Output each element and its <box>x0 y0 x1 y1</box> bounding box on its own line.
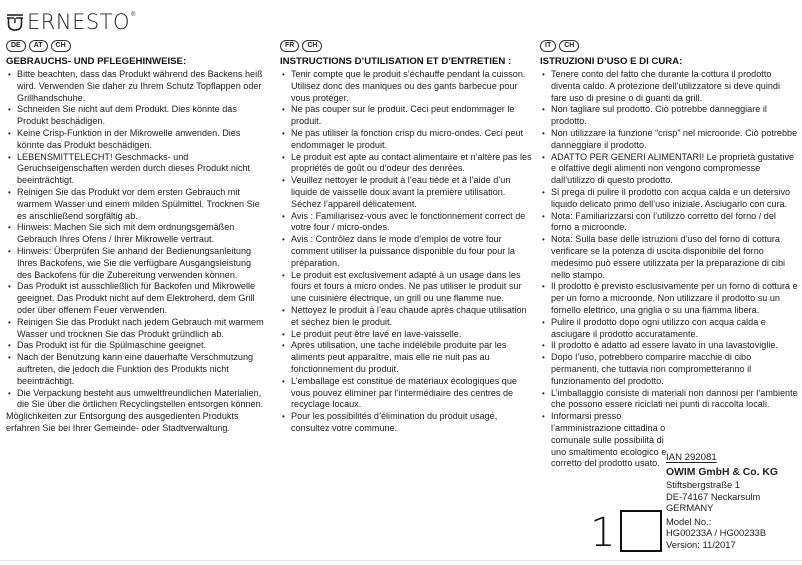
list-item: • Pour les possibilités d’élimination du produit usagé, consultez votre commune. <box>280 411 536 435</box>
model-label: Model No.: <box>666 516 712 528</box>
company-name: OWIM GmbH & Co. KG <box>666 467 778 479</box>
list-item: • Avis : Contrôlez dans le mode d’emploi de votre four comment utiliser la puissance disponible du four pour la préparation. <box>280 234 536 269</box>
list-item: • Après utilisation, une tache indélébile produite par les aliments peut apparaître, mais elle ne nuit pas au fonctionnement du produit. <box>280 340 536 375</box>
section-heading: ISTRUZIONI D’USO E DI CURA: <box>540 56 683 67</box>
list-item: • Avis : Familiarisez-vous avec le fonctionnement correct de votre four / micro-ondes. <box>280 211 536 235</box>
list-item: • Pulire il prodotto dopo ogni utilizzo con acqua calda e asciugare il prodotto accuratamente. <box>540 317 798 341</box>
list-item: • Il prodotto è previsto esclusivamente per un forno di cottura e per un forno a microonde. Non utilizzare il prodotto su un fornello elettrico, una griglia o su una fiamma libera. <box>540 281 798 316</box>
street-address: Stiftsbergstraße 1 <box>666 479 740 491</box>
list-item: • Tenere conto del fatto che durante la cottura il prodotto diventa caldo. A protezione dell’utilizzatore si deve quindi fare uso di presine o di guanti da grill. <box>540 69 798 104</box>
section-heading: GEBRAUCHS- UND PFLEGEHINWEISE: <box>6 56 187 67</box>
bottom-divider <box>0 560 802 561</box>
list-item: • Reinigen Sie das Produkt vor dem ersten Gebrauch mit warmem Wasser und einem milden Spülmittel. Trocknen Sie es anschließend sorgfältig ab. <box>6 187 268 222</box>
ian-number: IAN 292081 <box>666 452 717 463</box>
country-badges <box>6 40 268 52</box>
country-badges <box>280 40 536 52</box>
registered-mark: ® <box>131 12 136 18</box>
column-italian <box>540 40 798 470</box>
manufacturer-info <box>666 452 802 550</box>
list-item: • Non utilizzare la funzione “crisp” nel microonde. Ciò potrebbe danneggiare il prodotto. <box>540 128 798 152</box>
version: Version: 11/2017 <box>666 538 736 550</box>
list-item: • Hinweis: Machen Sie sich mit dem ordnungsgemäßen Gebrauch Ihres Ofens / Ihrer Mikrowelle vertraut. <box>6 222 268 246</box>
instruction-list <box>6 69 268 411</box>
list-item: • Nettoyez le produit à l’eau chaude après chaque utilisation et séchez bien le produit. <box>280 305 536 329</box>
column-french <box>280 40 536 435</box>
list-item: • Nota: Familiarizzarsi con l’utilizzo corretto del forno / del forno a microonde. <box>540 211 798 235</box>
badge-de: DE <box>6 40 26 52</box>
list-item: • Die Verpackung besteht aus umweltfreundlichen Materialien, die Sie über die örtlichen Recyclingstellen entsorgen können. <box>6 388 268 412</box>
list-item: • L’emballage est constitué de matériaux écologiques que vous pouvez éliminer par l'intermédiaire des centres de recyclage locaux. <box>280 376 536 411</box>
country: GERMANY <box>666 501 714 513</box>
list-item: • Das Produkt ist ausschließlich für Backofen und Mikrowelle geeignet. Das Produkt nicht auf dem Elektroherd, dem Grill oder über offenem Feuer verwenden. <box>6 281 268 316</box>
list-item: • Dopo l’uso, potrebbero comparire macchie di cibo permanenti, che tuttavia non comprometteranno il funzionamento del prodotto. <box>540 352 798 387</box>
list-item: • Reinigen Sie das Produkt nach jedem Gebrauch mit warmem Wasser und trocknen Sie das Produkt gründlich ab. <box>6 317 268 341</box>
badge-ch: CH <box>559 40 579 52</box>
list-item: • Ne pas couper sur le produit. Ceci peut endommager le produit. <box>280 104 536 128</box>
disposal-note: Möglichkeiten zur Entsorgung des ausgedienten Produkts erfahren Sie bei Ihrer Gemeinde- oder Stadtverwaltung. <box>6 411 239 433</box>
badge-ch: CH <box>302 40 322 52</box>
model-numbers: HG00233A / HG00233B <box>666 527 767 539</box>
badge-at: AT <box>29 40 48 52</box>
pot-icon <box>6 13 24 31</box>
list-item: • Nota: Sulla base delle istruzioni d’uso del forno di cottura verificare se la potenza di uscita disponibile del forno medesimo può essere utilizzata per la preparazione di cibi nello stampo. <box>540 234 798 281</box>
list-item: • Hinweis: Überprüfen Sie anhand der Bedienungsanleitung Ihres Backofens, wie Sie die verfügbare Ausgangsleistung des Backofens für die Zubereitung verwenden können. <box>6 246 268 281</box>
brand-name: ERNESTO <box>27 10 131 34</box>
list-item: • Tenir compte que le produit s’échauffe pendant la cuisson. Utilisez donc des maniques ou des gants barbecue pour vous protéger. <box>280 69 536 104</box>
list-item: • Ne pas utiliser la fonction crisp du micro-ondes. Ceci peut endommager le produit. <box>280 128 536 152</box>
list-item: • Si prega di pulire il prodotto con acqua calda e un detersivo liquido delicato primo dell’uso iniziale. Asciugarlo con cura. <box>540 187 798 211</box>
city-address: DE-74167 Neckarsulm <box>666 490 761 502</box>
page-number: 1 <box>590 510 616 556</box>
list-item: • Das Produkt ist für die Spülmaschine geeignet. <box>6 340 268 352</box>
list-item: • ADATTO PER GENERI ALIMENTARI! Le proprietà gustative e olfattive degli alimenti non vengono compromesse dall’utilizzo di questo prodotto. <box>540 152 798 187</box>
badge-fr: FR <box>280 40 299 52</box>
badge-it: IT <box>540 40 556 52</box>
instruction-list <box>280 69 536 435</box>
list-item: • Le produit peut être lavé en lave-vaisselle. <box>280 329 536 341</box>
brand-logo <box>6 10 135 34</box>
country-badges <box>540 40 798 52</box>
list-item: • Non tagliare sul prodotto. Ciò potrebbe danneggiare il prodotto. <box>540 104 798 128</box>
badge-ch: CH <box>51 40 71 52</box>
list-item: • Keine Crisp-Funktion in der Mikrowelle anwenden. Dies könnte das Produkt beschädigen. <box>6 128 268 152</box>
page-square-marker <box>620 510 662 552</box>
list-item: • L’imballaggio consiste di materiali non dannosi per l’ambiente che possono essere riciclati nei punti di raccolta locali. <box>540 388 798 412</box>
list-item: • Le produit est apte au contact alimentaire et n’altère pas les propriétés de goût ou d’odeur des denrées. <box>280 152 536 176</box>
list-item: • Schneiden Sie nicht auf dem Produkt. Dies könnte das Produkt beschädigen. <box>6 104 268 128</box>
list-item: • LEBENSMITTELECHT! Geschmacks- und Geruchseigenschaften werden durch dieses Produkt nicht beeinträchtigt. <box>6 152 268 187</box>
section-heading: INSTRUCTIONS D’UTILISATION ET D’ENTRETIEN : <box>280 56 512 67</box>
list-item: • Veuillez nettoyer le produit à l’eau tiède et à l’aide d’un liquide de vaisselle doux avant la première utilisation. Séchez l’appareil délicatement. <box>280 175 536 210</box>
list-item: • Le produit est exclusivement adapté à un usage dans les fours et fours à micro ondes. Ne pas utiliser le produit sur une cuisinière électrique, un grill ou une flamme nue. <box>280 270 536 305</box>
list-item: • Nach der Benutzung kann eine dauerhafte Verschmutzung auftreten, die jedoch die Funktion des Produkts nicht beeinträchtigt. <box>6 352 268 387</box>
instruction-list <box>540 69 798 470</box>
list-item: • Il prodotto è adatto ad essere lavato in una lavastoviglie. <box>540 340 798 352</box>
column-german <box>6 40 268 435</box>
list-item: • Informarsi presso l’amministrazione cittadina o comunale sulle possibilità di uno smaltimento ecologico e corretto del prodotto usato. <box>540 411 673 470</box>
list-item: • Bitte beachten, dass das Produkt während des Backens heiß wird. Verwenden Sie daher zu Ihrem Schutz Topflappen oder Grillhandschuhe. <box>6 69 268 104</box>
